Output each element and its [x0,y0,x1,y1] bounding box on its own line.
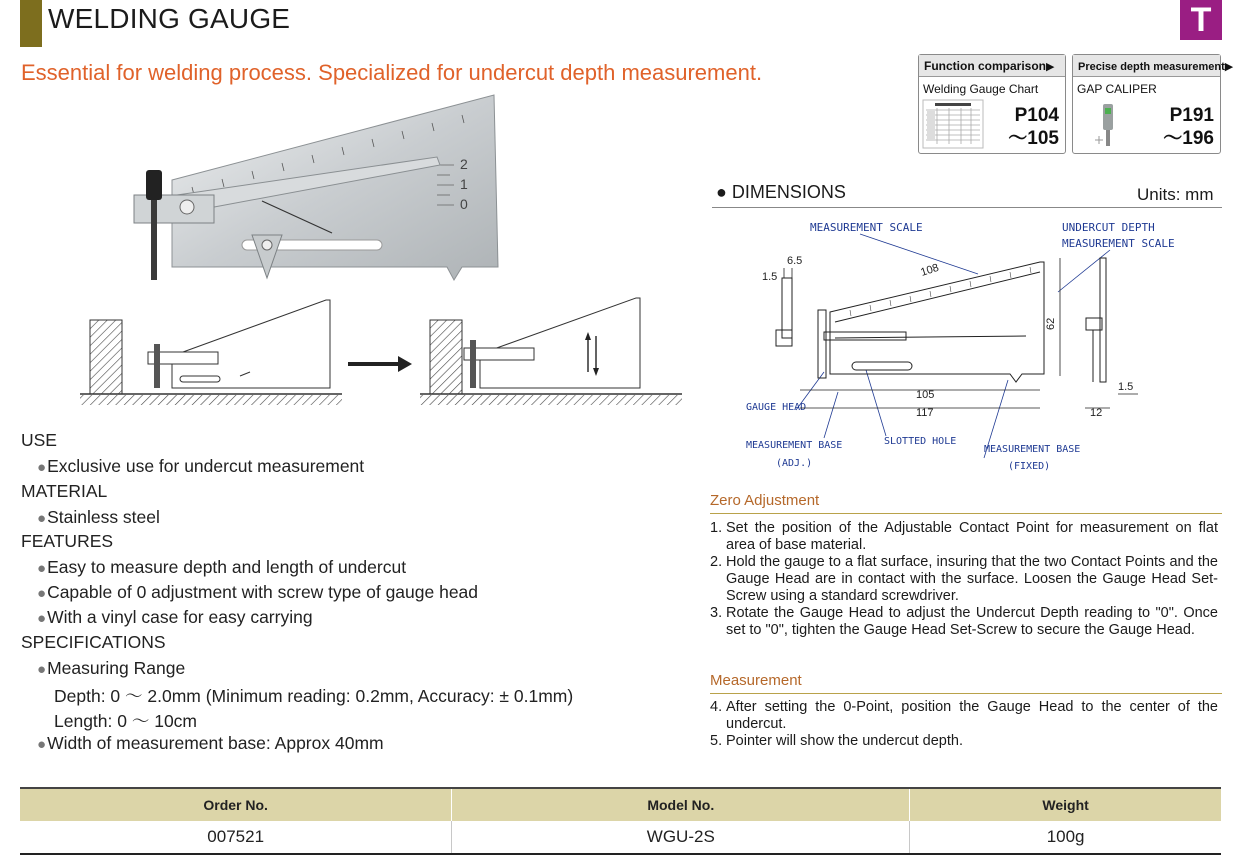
svg-text:2: 2 [460,156,468,172]
length-range: Length: 0 ～ 10cm [54,711,197,731]
dimensions-drawing [740,212,1222,480]
weight-cell: 100g [910,821,1221,854]
label-base-fixed-1: MEASUREMENT BASE [984,444,1081,455]
dim-117: 117 [916,407,934,419]
procedure-step: 1. Set the position of the Adjustable Contact Point for measurement on flat area of base material. [710,520,1218,553]
label-undercut-scale-2: MEASUREMENT SCALE [1062,237,1175,250]
procedure-step: 2. Hold the gauge to a flat surface, insuring that the two Contact Points and the Gauge Head are in contact with the surface. Loosen the Gauge Head Set-Screw using a standard screwdriver. [710,554,1218,604]
dim-105: 105 [916,389,935,401]
use-item: ●Exclusive use for undercut measurement [37,456,365,476]
bullet-icon: ● [716,182,727,202]
label-base-adj-1: MEASUREMENT BASE [746,440,843,451]
label-base-fixed-2: (FIXED) [1008,461,1051,472]
label-undercut-scale-1: UNDERCUT DEPTH [1062,221,1155,234]
measuring-range-item: ●Measuring Range [37,658,186,678]
dimensions-units: Units: mm [1137,185,1214,204]
divider [710,513,1222,514]
svg-text:0: 0 [460,196,468,212]
model-number-cell: WGU-2S [452,821,910,854]
base-width-item: ●Width of measurement base: Approx 40mm [37,733,384,753]
measurement-heading: Measurement [710,672,802,689]
label-base-adj-2: (ADJ.) [776,458,813,469]
feature-item: ●Capable of 0 adjustment with screw type of gauge head [37,582,479,602]
order-table [20,787,1221,855]
page-subtitle: Essential for welding process. Specialized for undercut depth measurement. [21,60,763,85]
bullet-icon: ● [37,610,47,627]
column-header-weight: Weight [910,788,1221,821]
usage-diagram [80,296,685,414]
reference-card-page: P191 ～196 [1163,105,1214,149]
bullet-icon: ● [37,459,47,476]
divider [710,693,1222,694]
material-item: ●Stainless steel [37,507,160,527]
bullet-icon: ● [37,585,47,602]
table-header-row [20,788,1221,821]
dim-62: 62 [1045,317,1057,330]
feature-item: ●Easy to measure depth and length of undercut [37,557,407,577]
material-heading: MATERIAL [21,481,108,501]
bullet-icon: ● [37,661,47,678]
bullet-icon: ● [37,736,47,753]
divider [712,207,1222,208]
reference-card-function-comparison[interactable] [918,54,1066,154]
welding-gauge-photo [132,95,502,290]
reference-card-name: GAP CALIPER [1077,82,1157,96]
feature-item: ●With a vinyl case for easy carrying [37,607,313,627]
reference-card-head: Precise depth measurement▶ [1073,55,1220,77]
table-row [20,821,1221,854]
reference-card-page: P104 ～105 [1008,105,1059,149]
use-heading: USE [21,430,57,450]
section-badge[interactable]: T [1180,0,1222,40]
bullet-icon: ● [37,560,47,577]
procedure-step: 5. Pointer will show the undercut depth. [710,733,963,749]
zero-adjustment-heading: Zero Adjustment [710,492,820,509]
gap-caliper-icon [1077,100,1137,148]
bullet-icon: ● [37,510,47,527]
reference-card-precise-depth[interactable] [1072,54,1234,154]
column-header-order-no: Order No. [20,788,452,821]
dimensions-heading: ● DIMENSIONS [716,182,846,202]
procedure-step: 4. After setting the 0-Point, position the Gauge Head to the center of the undercut. [710,699,1218,732]
label-slotted-hole: SLOTTED HOLE [884,436,957,447]
dim-108: 108 [919,261,941,279]
label-measurement-scale: MEASUREMENT SCALE [810,221,923,234]
svg-text:1: 1 [460,176,468,192]
reference-card-head: Function comparison▶ [919,55,1065,77]
page-title: WELDING GAUGE [48,3,291,34]
header-accent-bar [20,0,42,47]
order-number-cell: 007521 [20,821,452,854]
chart-thumbnail-icon [923,100,983,148]
dim-6-5: 6.5 [787,255,803,267]
reference-card-name: Welding Gauge Chart [923,82,1039,96]
dim-12: 12 [1090,407,1103,419]
features-heading: FEATURES [21,531,114,551]
dim-1-5a: 1.5 [762,271,778,283]
depth-range: Depth: 0 ～ 2.0mm (Minimum reading: 0.2mm, Accuracy: ± 0.1mm) [54,686,574,706]
label-gauge-head: GAUGE HEAD [746,402,807,413]
column-header-model-no: Model No. [452,788,910,821]
specifications-heading: SPECIFICATIONS [21,632,166,652]
dim-1-5b: 1.5 [1118,381,1134,393]
procedure-step: 3. Rotate the Gauge Head to adjust the Undercut Depth reading to "0". Once set to "0", tighten the Gauge Head Set-Screw to secure the Gauge Head. [710,605,1218,638]
